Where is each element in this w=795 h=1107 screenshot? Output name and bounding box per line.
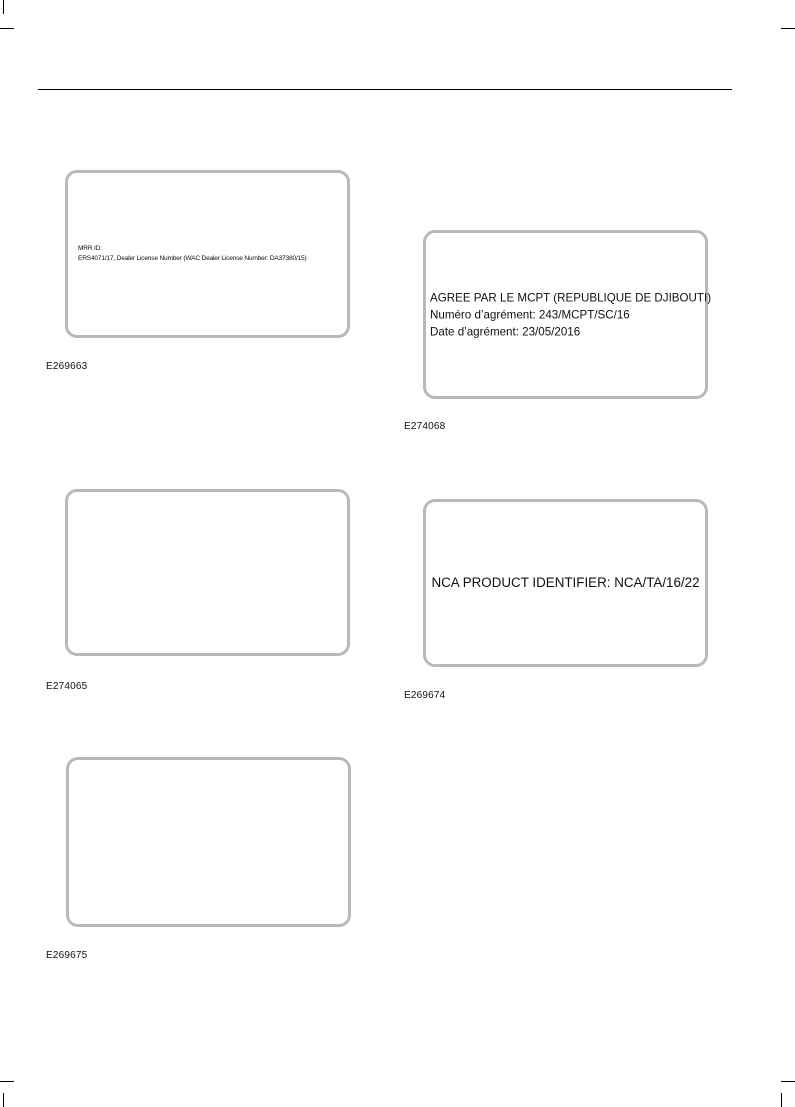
crop-mark-bottom-right	[781, 1081, 795, 1082]
figure-code: E269675	[46, 950, 88, 961]
crop-mark-bottom-right-v	[781, 1093, 782, 1107]
label-line: NCA PRODUCT IDENTIFIER: NCA/TA/16/22	[431, 575, 700, 590]
label-line: MRR ID:	[78, 245, 102, 252]
label-text	[426, 289, 712, 340]
figure-code: E269674	[404, 690, 446, 701]
crop-mark-top-right	[781, 28, 795, 29]
label-line: Date d’agrément: 23/05/2016	[430, 325, 581, 338]
figure-code: E274068	[404, 421, 446, 432]
label-line: Numéro d’agrément: 243/MCPT/SC/16	[430, 308, 630, 321]
figure-code: E269663	[46, 361, 88, 372]
label-line: ERS4071/17, Dealer License Number (WAC Dealer License Number: DA37380/15)	[78, 255, 307, 262]
label-text	[426, 574, 705, 592]
label-box-mrr-id	[65, 170, 350, 338]
figure-code: E274065	[46, 681, 88, 692]
label-text	[68, 244, 347, 264]
crop-mark-bottom-left	[0, 1081, 14, 1082]
label-box-blank	[65, 489, 350, 656]
label-box-blank	[66, 757, 351, 927]
header-rule	[38, 89, 732, 90]
label-box-nca	[423, 499, 708, 667]
crop-mark-top-left	[3, 0, 4, 14]
crop-mark-bottom-left-v	[3, 1093, 4, 1107]
crop-mark-top-left-h	[0, 28, 14, 29]
label-box-djibouti	[423, 230, 712, 399]
label-line: AGREE PAR LE MCPT (REPUBLIQUE DE DJIBOUTI)	[430, 291, 712, 304]
